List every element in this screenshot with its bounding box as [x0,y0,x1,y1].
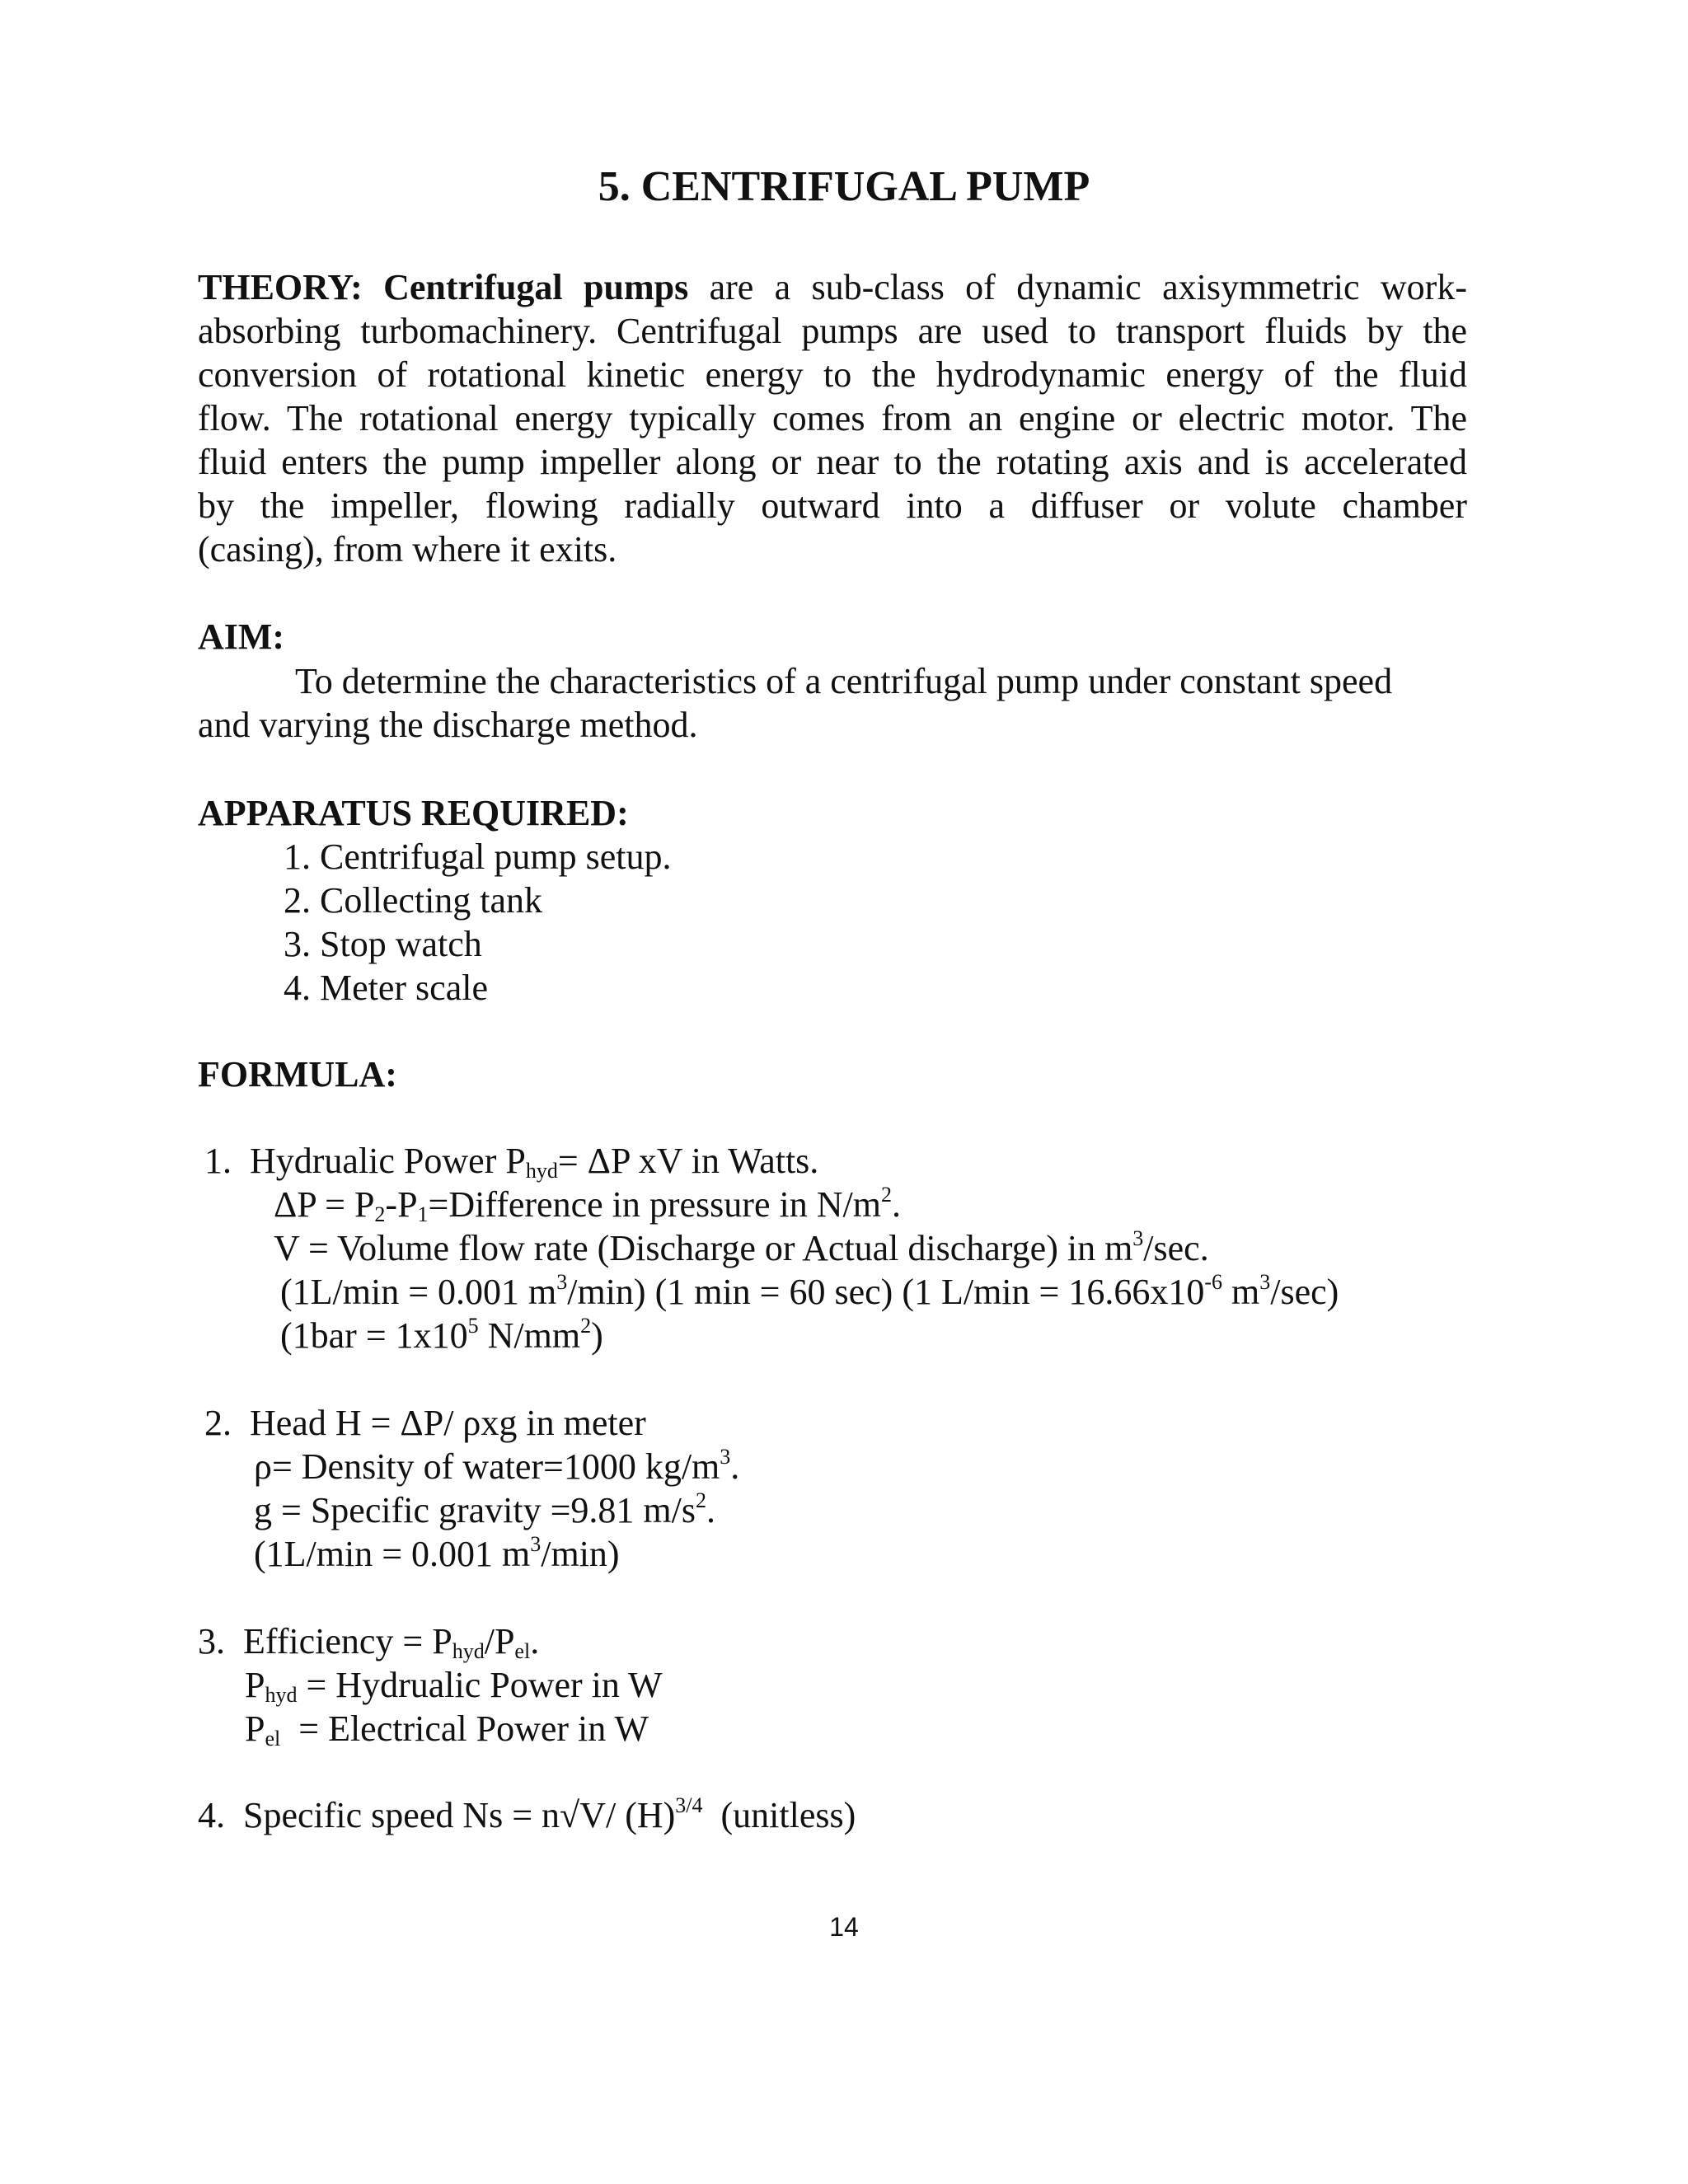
formula-text: -P [385,1184,418,1225]
formula-3-pel [245,1707,663,1750]
theory-line: flow. The rotational energy typically comes from an engine or electric motor. The [198,398,1467,438]
formula-text: /min) (1 min = 60 sec) (1 L/min = 16.66x10 [567,1272,1205,1312]
superscript: 2 [580,1314,592,1338]
formula-text: = Electrical Power in W [280,1708,649,1749]
formula-text: = ΔP xV in Watts. [557,1141,819,1181]
superscript: 3 [1132,1226,1144,1250]
formula-4 [198,1793,856,1837]
formula-number: 4. [198,1795,225,1835]
formula-text: (unitless) [702,1795,856,1835]
formula-text: = Hydrualic Power in W [297,1665,663,1705]
formula-2-gravity [254,1488,739,1532]
formula-text: Hydrualic Power P [250,1141,526,1181]
formula-heading: FORMULA: [198,1054,397,1094]
theory-line: fluid enters the pump impeller along or near to the rotating axis and is accelerated [198,442,1467,482]
formula-text: V = Volume flow rate (Discharge or Actual discharge) in m [274,1228,1133,1268]
superscript: 3 [556,1270,568,1294]
formula-text: . [891,1184,901,1225]
formula-4-main [198,1793,856,1837]
theory-paragraph [198,265,1467,571]
formula-1-main [204,1139,818,1183]
formula-1-delta-p [274,1183,1339,1226]
formula-2-main [204,1401,646,1445]
theory-label: THEORY: [198,267,363,307]
formula-text: =Difference in pressure in N/m [428,1184,881,1225]
formula-text: Efficiency = P [243,1621,452,1661]
formula-1-details [274,1183,1339,1357]
formula-text: ) [591,1315,603,1356]
superscript: 3 [1259,1270,1271,1294]
page-title: 5. CENTRIFUGAL PUMP [598,163,1090,210]
formula-3 [198,1619,539,1663]
formula-1 [204,1139,818,1183]
formula-2-conversion [254,1532,739,1576]
formula-text: /sec) [1270,1272,1339,1312]
subscript: hyd [525,1159,558,1183]
formula-3-phyd [245,1663,663,1707]
theory-line: conversion of rotational kinetic energy to the hydrodynamic energy of the fluid [198,354,1467,395]
formula-3-details [245,1663,663,1750]
formula-1-bar [274,1314,1339,1357]
formula-number: 2. [204,1403,232,1443]
superscript: 3/4 [675,1793,703,1817]
theory-text: are a sub-class of dynamic axisymmetric work- [709,267,1467,307]
superscript: 5 [467,1314,479,1338]
superscript: 2 [880,1183,892,1207]
formula-text: /P [484,1621,515,1661]
theory-line: by the impeller, flowing radially outward into a diffuser or volute chamber [198,485,1467,526]
aim-heading: AIM: [198,616,285,657]
superscript: 3 [720,1445,731,1469]
subscript: el [265,1727,281,1750]
subscript: el [514,1639,531,1663]
apparatus-heading: APPARATUS REQUIRED: [198,793,629,833]
formula-2-details [254,1445,739,1576]
list-item: 3. Stop watch [284,924,482,964]
formula-text: /sec. [1143,1228,1209,1268]
formula-text: (1bar = 1x10 [280,1315,468,1356]
formula-text: . [530,1621,540,1661]
page-number: 14 [829,1912,859,1942]
apparatus-list [284,835,672,1010]
formula-text: /min) [541,1534,620,1574]
subscript: hyd [265,1683,298,1707]
formula-text: N/mm [478,1315,581,1356]
formula-text: g = Specific gravity =9.81 m/s [254,1490,696,1530]
formula-3-main [198,1619,539,1663]
theory-bold-term: Centrifugal pumps [383,267,689,307]
formula-text: . [730,1446,740,1487]
formula-1-volume [274,1226,1339,1270]
superscript: 3 [530,1532,542,1556]
list-item: 4. Meter scale [284,968,488,1008]
formula-text: Specific speed Ns = n√V/ (H) [243,1795,676,1835]
aim-paragraph [198,659,1467,747]
list-item: 2. Collecting tank [284,880,543,921]
formula-text: (1L/min = 0.001 m [254,1534,531,1574]
formula-number: 1. [204,1141,232,1181]
formula-2-density [254,1445,739,1488]
theory-line: (casing), from where it exits. [198,529,617,569]
formula-text: P [245,1708,265,1749]
formula-text: . [706,1490,715,1530]
formula-number: 3. [198,1621,225,1661]
formula-text: P [245,1665,265,1705]
theory-line: absorbing turbomachinery. Centrifugal pumps are used to transport fluids by the [198,311,1467,351]
formula-2 [204,1401,646,1445]
aim-line: To determine the characteristics of a centrifugal pump under constant speed [295,661,1393,701]
formula-text: ΔP = P [274,1184,375,1225]
subscript: hyd [452,1639,485,1663]
formula-text: Head H = ΔP/ ρxg in meter [250,1403,646,1443]
subscript: 1 [417,1202,429,1226]
superscript: -6 [1204,1270,1223,1294]
aim-line: and varying the discharge method. [198,705,698,745]
list-item: 1. Centrifugal pump setup. [284,837,672,877]
subscript: 2 [374,1202,386,1226]
formula-text: (1L/min = 0.001 m [280,1272,557,1312]
formula-1-conversion [274,1270,1339,1314]
formula-text: ρ= Density of water=1000 kg/m [254,1446,720,1487]
superscript: 2 [696,1488,706,1512]
formula-text: m [1222,1272,1260,1312]
theory-line [198,265,1467,309]
